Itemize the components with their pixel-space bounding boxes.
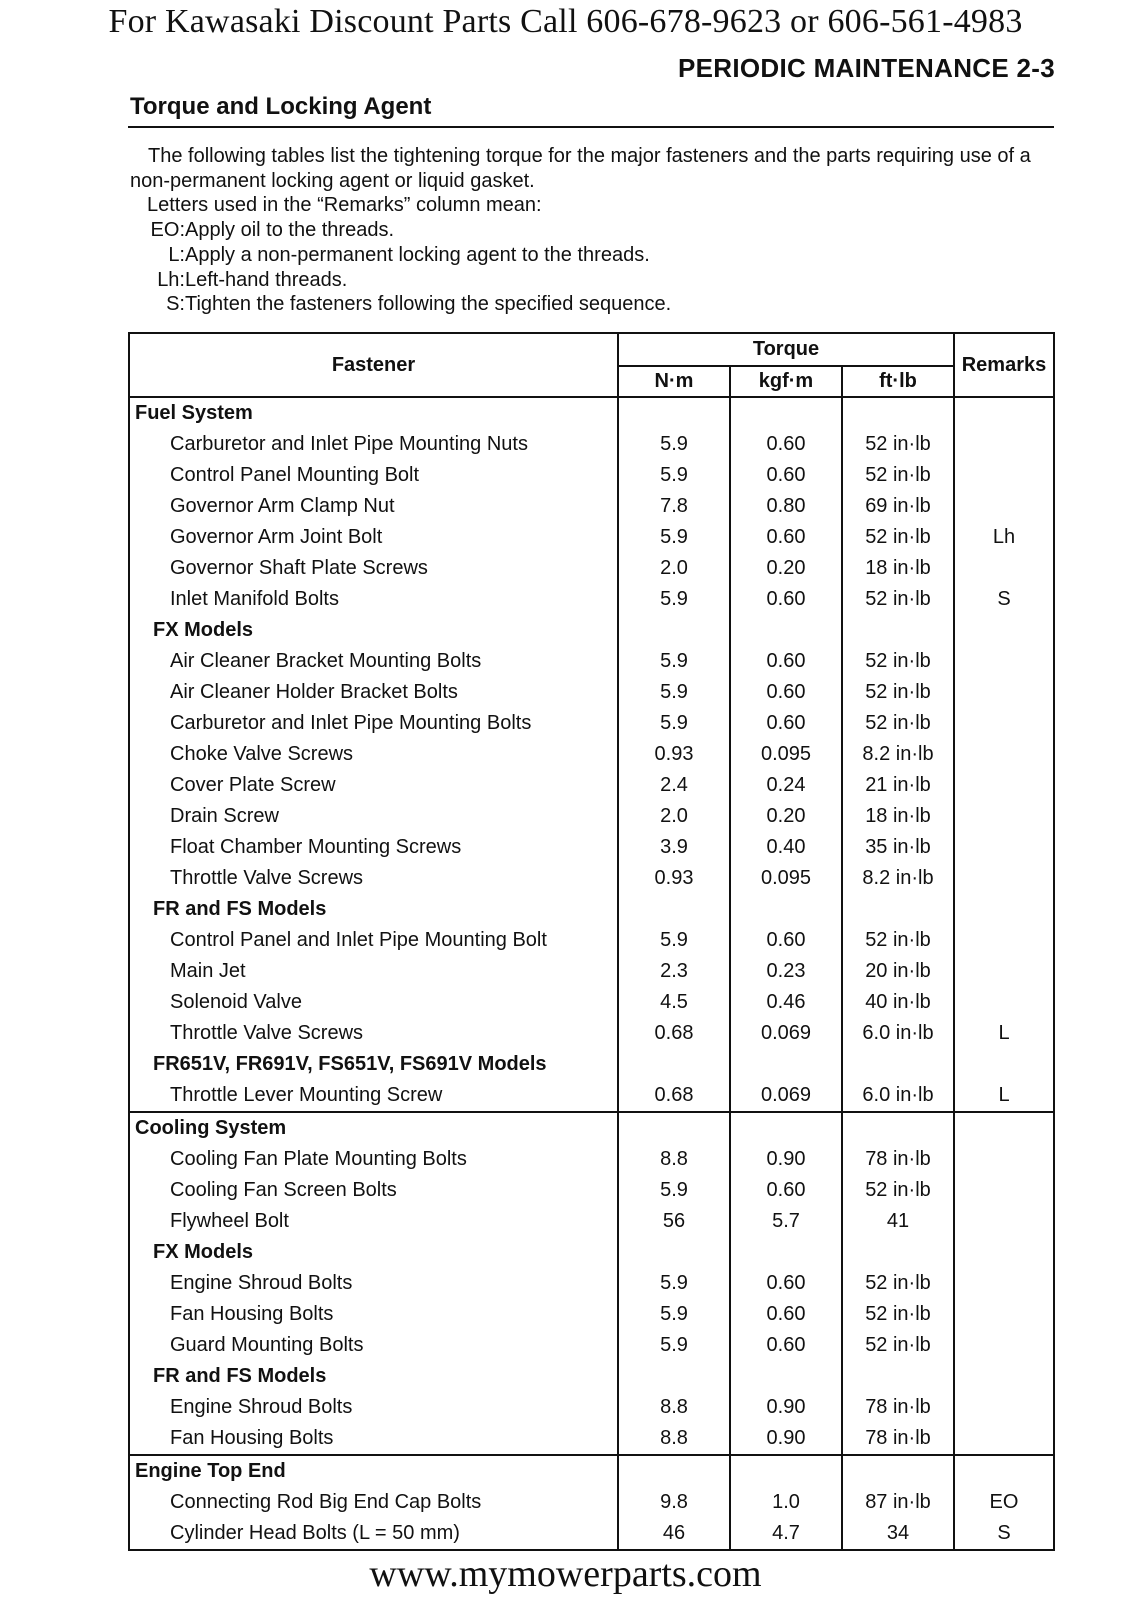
- subsection-heading-row: [130, 1361, 1053, 1392]
- torque-kgfm: 0.60: [766, 929, 806, 951]
- torque-nm: 56: [662, 1210, 686, 1232]
- section-heading-row: [130, 1456, 1053, 1487]
- torque-nm: 7.8: [660, 495, 688, 517]
- torque-ftlb: 78 in·lb: [865, 1427, 931, 1449]
- torque-kgfm: 0.60: [766, 588, 806, 610]
- torque-nm: 5.9: [660, 588, 688, 610]
- torque-ftlb: 8.2 in·lb: [862, 743, 934, 765]
- torque-ftlb: 18 in·lb: [865, 805, 931, 827]
- torque-ftlb: 52 in·lb: [865, 588, 931, 610]
- legend-description: Apply oil to the threads.: [185, 219, 395, 242]
- table-row: [130, 832, 1053, 863]
- remarks-cell: [955, 925, 1053, 956]
- fastener-name: Governor Arm Clamp Nut: [170, 495, 395, 517]
- torque-ftlb: 87 in·lb: [865, 1491, 931, 1513]
- torque-ftlb: 52 in·lb: [865, 464, 931, 486]
- torque-kgfm: 0.60: [766, 712, 806, 734]
- table-row: [130, 1144, 1053, 1175]
- table-row: [130, 1487, 1053, 1518]
- remarks-cell: [955, 677, 1053, 708]
- legend-description: Tighten the fasteners following the specified sequence.: [185, 293, 672, 316]
- table-row: [130, 863, 1053, 894]
- remarks-cell: [955, 801, 1053, 832]
- table-section: [130, 1113, 1053, 1456]
- torque-nm: 0.68: [654, 1022, 694, 1044]
- page-header: PERIODIC MAINTENANCE 2-3: [677, 53, 1055, 83]
- torque-kgfm: 1.0: [772, 1491, 800, 1513]
- table-row: [130, 1080, 1053, 1111]
- remarks-cell: [955, 739, 1053, 770]
- fastener-name: Governor Arm Joint Bolt: [170, 526, 383, 548]
- fastener-name: Float Chamber Mounting Screws: [170, 836, 462, 858]
- torque-table: [128, 332, 1055, 1551]
- remarks-cell: [955, 708, 1053, 739]
- table-row: [130, 460, 1053, 491]
- remarks-cell: [955, 1330, 1053, 1361]
- fastener-name: Cover Plate Screw: [170, 774, 336, 796]
- torque-nm: 4.5: [660, 991, 688, 1013]
- remarks-cell: [955, 863, 1053, 894]
- fastener-name: Engine Shroud Bolts: [170, 1272, 353, 1294]
- torque-ftlb: 6.0 in·lb: [862, 1022, 934, 1044]
- table-row: [130, 429, 1053, 460]
- fastener-name: Main Jet: [170, 960, 246, 982]
- remarks-cell: [955, 491, 1053, 522]
- torque-ftlb: 52 in·lb: [865, 929, 931, 951]
- section-heading-row: [130, 1113, 1053, 1144]
- torque-ftlb: 78 in·lb: [865, 1148, 931, 1170]
- torque-ftlb: 52 in·lb: [865, 526, 931, 548]
- torque-nm: 9.8: [660, 1491, 688, 1513]
- table-section: [130, 398, 1053, 1113]
- torque-kgfm: 0.60: [766, 681, 806, 703]
- torque-kgfm: 0.24: [766, 774, 806, 796]
- torque-nm: 5.9: [660, 526, 688, 548]
- torque-kgfm: 0.20: [766, 557, 806, 579]
- torque-nm: 2.3: [660, 960, 688, 982]
- fastener-name: Fan Housing Bolts: [170, 1427, 334, 1449]
- table-row: [130, 553, 1053, 584]
- torque-nm: 0.68: [654, 1084, 694, 1106]
- fastener-name: Fan Housing Bolts: [170, 1303, 334, 1325]
- intro-text: [130, 144, 1056, 317]
- remarks-cell: [955, 1268, 1053, 1299]
- subsection-heading-row: [130, 1237, 1053, 1268]
- table-row: [130, 584, 1053, 615]
- torque-ftlb: 69 in·lb: [865, 495, 931, 517]
- torque-kgfm: 0.60: [766, 433, 806, 455]
- remarks-legend: [130, 218, 1056, 317]
- heading-label: FR and FS Models: [153, 1365, 327, 1387]
- torque-kgfm: 0.069: [760, 1022, 812, 1044]
- remarks-cell: [955, 553, 1053, 584]
- fastener-name: Throttle Valve Screws: [170, 1022, 364, 1044]
- torque-nm: 8.8: [660, 1148, 688, 1170]
- torque-kgfm: 0.80: [766, 495, 806, 517]
- table-header: [130, 334, 1053, 398]
- table-row: [130, 677, 1053, 708]
- fastener-name: Connecting Rod Big End Cap Bolts: [170, 1491, 482, 1513]
- legend-item: [130, 243, 1056, 268]
- torque-kgfm: 0.095: [760, 867, 812, 889]
- torque-ftlb: 52 in·lb: [865, 1179, 931, 1201]
- torque-nm: 0.93: [654, 867, 694, 889]
- torque-nm: 5.9: [660, 1272, 688, 1294]
- fastener-name: Carburetor and Inlet Pipe Mounting Bolts: [170, 712, 532, 734]
- remarks-cell: [955, 1206, 1053, 1237]
- remarks-cell: [955, 646, 1053, 677]
- table-row: [130, 708, 1053, 739]
- fastener-name: Air Cleaner Bracket Mounting Bolts: [170, 650, 482, 672]
- torque-kgfm: 5.7: [772, 1210, 800, 1232]
- torque-nm: 5.9: [660, 650, 688, 672]
- table-row: [130, 1330, 1053, 1361]
- legend-code: S:: [166, 293, 185, 316]
- legend-item: [130, 268, 1056, 293]
- torque-nm: 3.9: [660, 836, 688, 858]
- remarks-cell: [955, 832, 1053, 863]
- table-row: [130, 1518, 1053, 1549]
- remarks-cell: EO: [989, 1491, 1019, 1513]
- torque-kgfm: 0.23: [766, 960, 806, 982]
- torque-nm: 46: [662, 1522, 686, 1544]
- torque-nm: 5.9: [660, 929, 688, 951]
- table-row: [130, 770, 1053, 801]
- fastener-name: Guard Mounting Bolts: [170, 1334, 364, 1356]
- table-row: [130, 491, 1053, 522]
- torque-kgfm: 0.60: [766, 1334, 806, 1356]
- torque-nm: 2.0: [660, 805, 688, 827]
- torque-ftlb: 20 in·lb: [865, 960, 931, 982]
- torque-ftlb: 6.0 in·lb: [862, 1084, 934, 1106]
- heading-label: FX Models: [153, 619, 254, 641]
- header-kgfm: kgf·m: [731, 367, 843, 396]
- torque-kgfm: 4.7: [772, 1522, 800, 1544]
- remarks-cell: L: [998, 1084, 1010, 1106]
- header-nm: N·m: [619, 367, 731, 396]
- fastener-name: Choke Valve Screws: [170, 743, 354, 765]
- heading-label: FR and FS Models: [153, 898, 327, 920]
- heading-label: FR651V, FR691V, FS651V, FS691V Models: [153, 1053, 547, 1075]
- torque-ftlb: 8.2 in·lb: [862, 867, 934, 889]
- table-row: [130, 987, 1053, 1018]
- torque-nm: 8.8: [660, 1396, 688, 1418]
- dealer-banner: For Kawasaki Discount Parts Call 606-678-9623 or 606-561-4983: [108, 3, 1023, 40]
- table-row: [130, 1299, 1053, 1330]
- torque-kgfm: 0.60: [766, 464, 806, 486]
- fastener-name: Control Panel Mounting Bolt: [170, 464, 420, 486]
- remarks-cell: [955, 429, 1053, 460]
- remarks-cell: [955, 770, 1053, 801]
- torque-ftlb: 78 in·lb: [865, 1396, 931, 1418]
- table-row: [130, 1268, 1053, 1299]
- header-fastener: Fastener: [130, 334, 619, 396]
- remarks-cell: [955, 1392, 1053, 1423]
- fastener-name: Cylinder Head Bolts (L = 50 mm): [170, 1522, 460, 1544]
- subsection-heading-row: [130, 615, 1053, 646]
- torque-ftlb: 52 in·lb: [865, 712, 931, 734]
- fastener-name: Throttle Lever Mounting Screw: [170, 1084, 443, 1106]
- table-row: [130, 956, 1053, 987]
- torque-kgfm: 0.20: [766, 805, 806, 827]
- torque-ftlb: 52 in·lb: [865, 433, 931, 455]
- letters-line: Letters used in the “Remarks” column mean:: [147, 194, 542, 217]
- torque-kgfm: 0.60: [766, 526, 806, 548]
- fastener-name: Engine Shroud Bolts: [170, 1396, 353, 1418]
- remarks-cell: S: [997, 588, 1011, 610]
- torque-ftlb: 21 in·lb: [865, 774, 931, 796]
- footer-url: www.mymowerparts.com: [369, 1553, 762, 1595]
- torque-nm: 8.8: [660, 1427, 688, 1449]
- torque-ftlb: 52 in·lb: [865, 650, 931, 672]
- heading-label: Engine Top End: [135, 1460, 286, 1482]
- remarks-cell: S: [997, 1522, 1011, 1544]
- fastener-name: Inlet Manifold Bolts: [170, 588, 339, 610]
- torque-nm: 5.9: [660, 1303, 688, 1325]
- table-row: [130, 1175, 1053, 1206]
- remarks-cell: [955, 987, 1053, 1018]
- torque-kgfm: 0.60: [766, 1272, 806, 1294]
- heading-label: FX Models: [153, 1241, 254, 1263]
- torque-ftlb: 34: [886, 1522, 910, 1544]
- intro-paragraph: The following tables list the tightening torque for the major fasteners and the parts requiring use of a non-permanent locking agent or liquid gasket.: [130, 145, 1031, 192]
- header-torque: Torque: [619, 334, 955, 367]
- legend-item: [130, 292, 1056, 317]
- torque-nm: 5.9: [660, 681, 688, 703]
- fastener-name: Air Cleaner Holder Bracket Bolts: [170, 681, 458, 703]
- table-row: [130, 1018, 1053, 1049]
- table-body: [130, 398, 1053, 1549]
- legend-description: Apply a non-permanent locking agent to the threads.: [185, 243, 650, 266]
- fastener-name: Flywheel Bolt: [170, 1210, 289, 1232]
- heading-label: Fuel System: [135, 402, 253, 424]
- torque-ftlb: 52 in·lb: [865, 1334, 931, 1356]
- remarks-cell: [955, 1423, 1053, 1454]
- heading-label: Cooling System: [135, 1117, 287, 1139]
- remarks-cell: [955, 956, 1053, 987]
- torque-nm: 2.0: [660, 557, 688, 579]
- torque-nm: 5.9: [660, 433, 688, 455]
- torque-kgfm: 0.90: [766, 1427, 806, 1449]
- remarks-cell: L: [998, 1022, 1010, 1044]
- torque-kgfm: 0.069: [760, 1084, 812, 1106]
- fastener-name: Throttle Valve Screws: [170, 867, 364, 889]
- section-rule: [128, 126, 1054, 128]
- remarks-cell: [955, 1144, 1053, 1175]
- torque-ftlb: 52 in·lb: [865, 1303, 931, 1325]
- fastener-name: Governor Shaft Plate Screws: [170, 557, 428, 579]
- torque-kgfm: 0.60: [766, 1179, 806, 1201]
- subsection-heading-row: [130, 1049, 1053, 1080]
- legend-item: [130, 218, 1056, 243]
- fastener-name: Carburetor and Inlet Pipe Mounting Nuts: [170, 433, 528, 455]
- torque-nm: 2.4: [660, 774, 688, 796]
- fastener-name: Cooling Fan Screen Bolts: [170, 1179, 397, 1201]
- table-row: [130, 1392, 1053, 1423]
- table-row: [130, 646, 1053, 677]
- torque-ftlb: 41: [886, 1210, 910, 1232]
- section-title: Torque and Locking Agent: [130, 93, 432, 120]
- table-row: [130, 1206, 1053, 1237]
- table-row: [130, 1423, 1053, 1454]
- legend-code: EO:: [150, 219, 185, 242]
- table-section: [130, 1456, 1053, 1549]
- subsection-heading-row: [130, 894, 1053, 925]
- torque-ftlb: 52 in·lb: [865, 1272, 931, 1294]
- torque-ftlb: 52 in·lb: [865, 681, 931, 703]
- torque-kgfm: 0.46: [766, 991, 806, 1013]
- remarks-cell: [955, 1175, 1053, 1206]
- legend-code: Lh:: [157, 268, 185, 291]
- remarks-cell: Lh: [992, 526, 1016, 548]
- torque-ftlb: 18 in·lb: [865, 557, 931, 579]
- fastener-name: Cooling Fan Plate Mounting Bolts: [170, 1148, 467, 1170]
- table-row: [130, 801, 1053, 832]
- torque-kgfm: 0.60: [766, 1303, 806, 1325]
- remarks-cell: [955, 460, 1053, 491]
- torque-nm: 5.9: [660, 1334, 688, 1356]
- torque-ftlb: 35 in·lb: [865, 836, 931, 858]
- torque-kgfm: 0.095: [760, 743, 812, 765]
- table-row: [130, 739, 1053, 770]
- remarks-cell: [955, 1299, 1053, 1330]
- torque-kgfm: 0.40: [766, 836, 806, 858]
- section-heading-row: [130, 398, 1053, 429]
- torque-kgfm: 0.60: [766, 650, 806, 672]
- torque-nm: 5.9: [660, 712, 688, 734]
- fastener-name: Control Panel and Inlet Pipe Mounting Bolt: [170, 929, 547, 951]
- table-row: [130, 925, 1053, 956]
- legend-code: L:: [168, 243, 185, 266]
- header-remarks: Remarks: [961, 353, 1047, 376]
- torque-kgfm: 0.90: [766, 1148, 806, 1170]
- torque-nm: 5.9: [660, 1179, 688, 1201]
- legend-description: Left-hand threads.: [185, 268, 348, 291]
- header-ftlb: ft·lb: [843, 367, 955, 396]
- fastener-name: Drain Screw: [170, 805, 279, 827]
- torque-nm: 0.93: [654, 743, 694, 765]
- torque-nm: 5.9: [660, 464, 688, 486]
- torque-ftlb: 40 in·lb: [865, 991, 931, 1013]
- table-row: [130, 522, 1053, 553]
- torque-kgfm: 0.90: [766, 1396, 806, 1418]
- fastener-name: Solenoid Valve: [170, 991, 302, 1013]
